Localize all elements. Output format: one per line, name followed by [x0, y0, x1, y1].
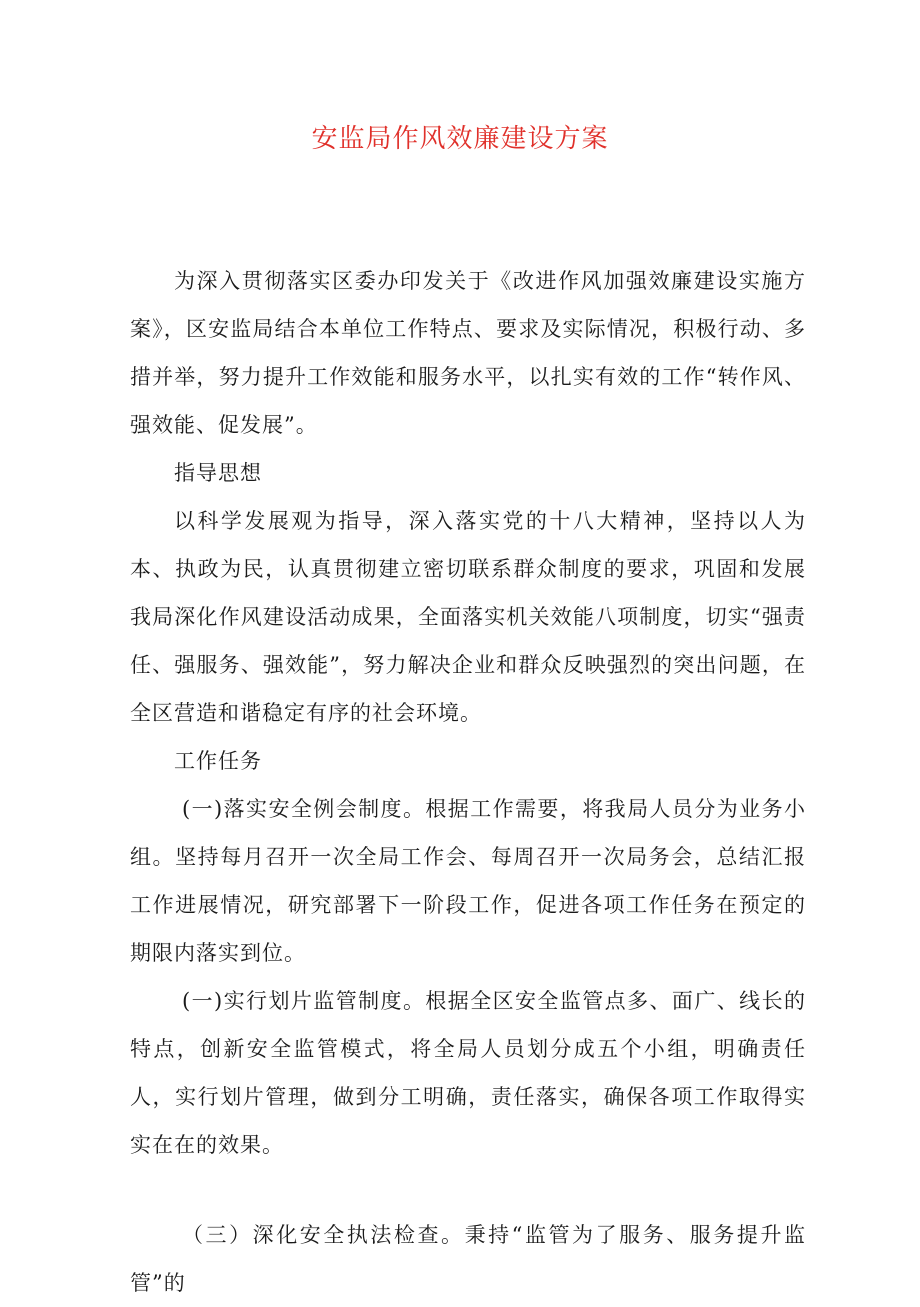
- document-body: [130, 257, 806, 1307]
- paragraph-gap: [130, 1169, 806, 1211]
- task-paragraph-3: （三）深化安全执法检查。秉持“监管为了服务、服务提升监管”的: [130, 1223, 806, 1295]
- section-heading-guiding: 指导思想: [174, 461, 262, 485]
- task-paragraph-1: (一)落实安全例会制度。根据工作需要，将我局人员分为业务小组。坚持每月召开一次全局工作会、每周召开一次局务会，总结汇报工作进展情况，研究部署下一阶段工作，促进各项工作任务在预定的期限内落实到位。: [130, 797, 806, 965]
- section-heading-tasks: 工作任务: [174, 749, 262, 773]
- document-title: 安监局作风效廉建设方案: [311, 124, 609, 154]
- intro-paragraph: 为深入贯彻落实区委办印发关于《改进作风加强效廉建设实施方案》，区安监局结合本单位工作特点、要求及实际情况，积极行动、多措并举，努力提升工作效能和服务水平，以扎实有效的工作“转作风、强效能、促发展”。: [130, 269, 806, 437]
- task-paragraph-2: (一)实行划片监管制度。根据全区安全监管点多、面广、线长的特点，创新安全监管模式，将全局人员划分成五个小组，明确责任人，实行划片管理，做到分工明确，责任落实，确保各项工作取得实实在在的效果。: [130, 989, 806, 1157]
- guiding-paragraph: 以科学发展观为指导，深入落实党的十八大精神，坚持以人为本、执政为民，认真贯彻建立密切联系群众制度的要求，巩固和发展我局深化作风建设活动成果，全面落实机关效能八项制度，切实“强责任、强服务、强效能”，努力解决企业和群众反映强烈的突出问题，在全区营造和谐稳定有序的社会环境。: [130, 509, 806, 725]
